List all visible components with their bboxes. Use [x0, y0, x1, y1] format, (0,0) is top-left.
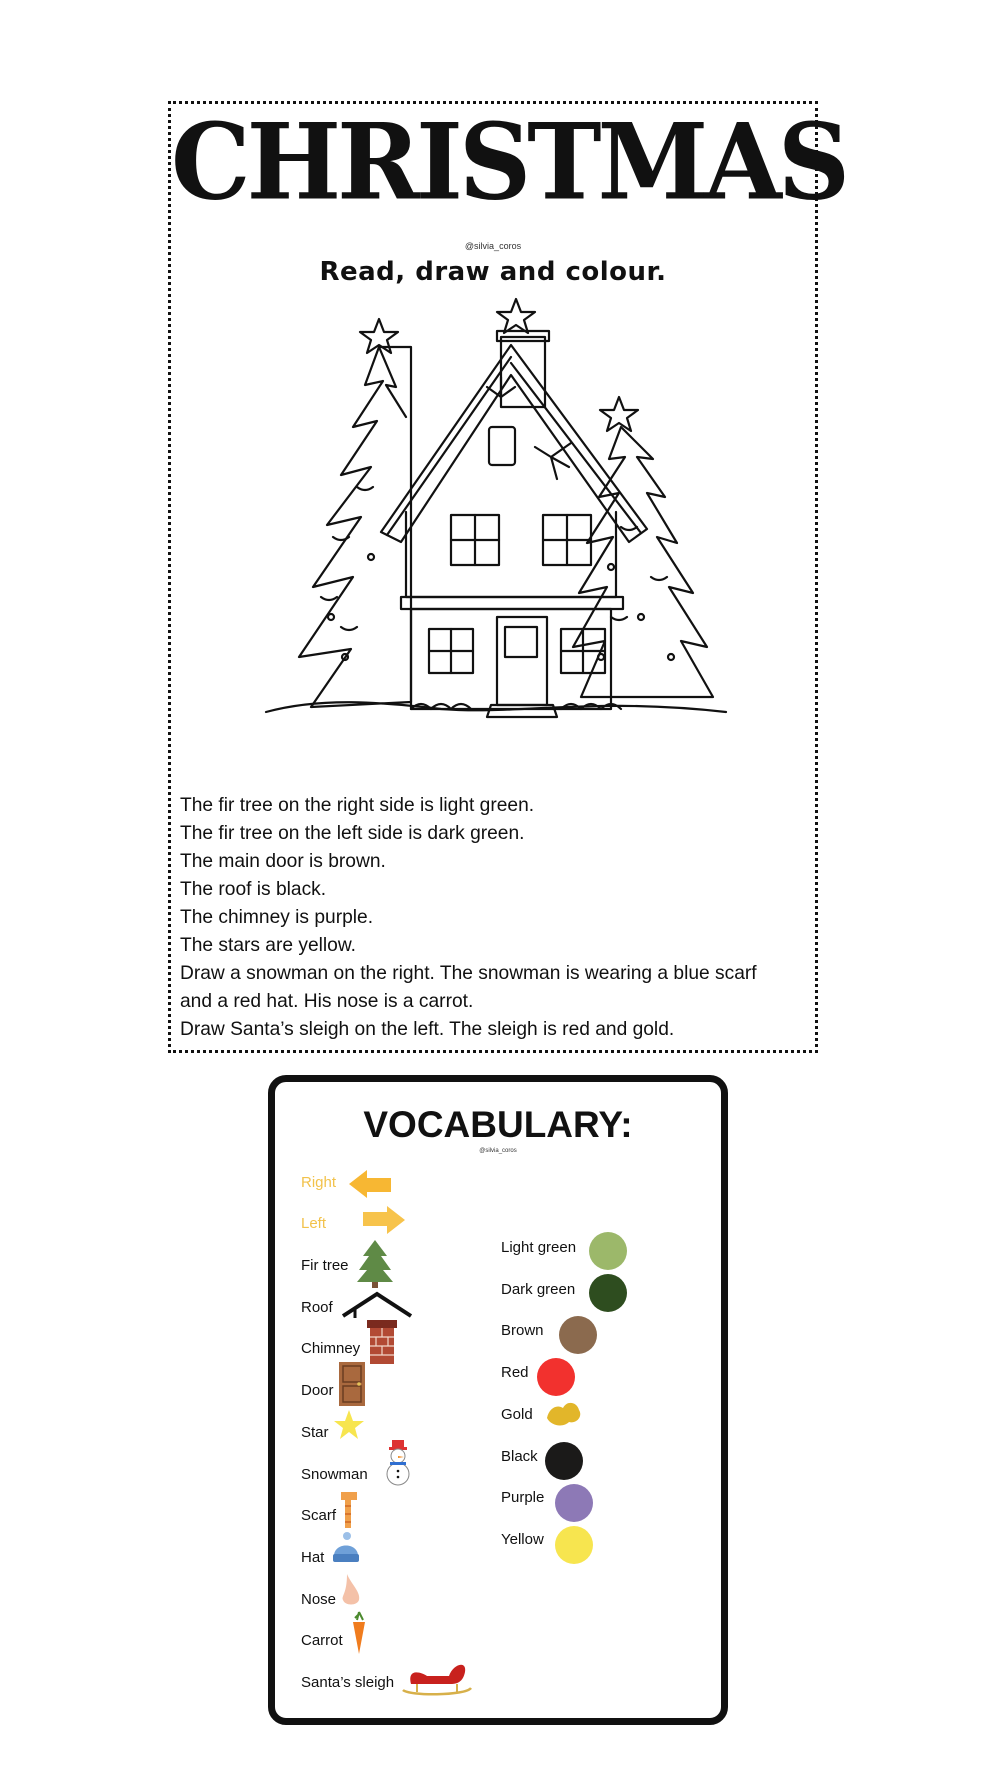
- instruction-line: The chimney is purple.: [180, 907, 374, 928]
- vocab-word-left: Left: [301, 1215, 327, 1232]
- colour-label-light-green: Light green: [501, 1239, 577, 1256]
- nose-icon: [339, 1572, 363, 1608]
- instruction-line: Draw Santa’s sleigh on the left. The sleigh is red and gold.: [180, 1019, 675, 1040]
- instruction-line: The stars are yellow.: [180, 935, 356, 956]
- vocab-word-santas-sleigh: Santa’s sleigh: [301, 1674, 395, 1691]
- worksheet-subtitle: Read, draw and colour.: [319, 257, 667, 287]
- vocab-word-scarf: Scarf: [301, 1507, 337, 1524]
- light-green-swatch: [589, 1232, 627, 1270]
- dark-green-swatch: [589, 1274, 627, 1312]
- sleigh-icon: [401, 1654, 473, 1698]
- brown-swatch: [559, 1316, 597, 1354]
- colour-label-brown: Brown: [501, 1322, 544, 1339]
- vocab-word-snowman: Snowman: [301, 1466, 368, 1483]
- instruction-line: and a red hat. His nose is a carrot.: [180, 991, 474, 1012]
- worksheet-title: CHRISTMAS: [171, 100, 847, 224]
- star-icon: [333, 1409, 365, 1441]
- colour-label-black: Black: [501, 1448, 538, 1465]
- vocab-word-nose: Nose: [301, 1591, 337, 1608]
- chimney-drawing: [501, 337, 545, 407]
- vocab-word-star: Star: [301, 1424, 329, 1441]
- gold-swatch: [543, 1398, 583, 1430]
- author-credit: @silvia_coros: [464, 241, 522, 251]
- door-icon: [339, 1362, 365, 1406]
- vocab-word-carrot: Carrot: [301, 1632, 343, 1649]
- colour-label-yellow: Yellow: [501, 1531, 544, 1548]
- vocabulary-title: VOCABULARY:: [363, 1104, 633, 1145]
- red-swatch: [537, 1358, 575, 1396]
- carrot-icon: [349, 1610, 369, 1656]
- instruction-line: The fir tree on the right side is light green.: [180, 795, 535, 816]
- instruction-line: The roof is black.: [180, 879, 327, 900]
- worksheet: [168, 100, 847, 1053]
- right-fir-tree-drawing: [573, 427, 713, 697]
- colour-label-red: Red: [501, 1364, 529, 1381]
- purple-swatch: [555, 1484, 593, 1522]
- arrow-left-icon: [347, 1170, 407, 1240]
- left-fir-tree-drawing: [299, 347, 411, 707]
- house-with-trees-illustration: [261, 297, 731, 727]
- vocab-word-roof: Roof: [301, 1299, 333, 1316]
- yellow-swatch: [555, 1526, 593, 1564]
- instruction-line: Draw a snowman on the right. The snowman is wearing a blue scarf: [180, 963, 757, 984]
- fir-tree-icon: [355, 1240, 395, 1288]
- vocabulary-card: [268, 1075, 728, 1725]
- hat-icon: [331, 1532, 361, 1564]
- scarf-icon: [339, 1490, 359, 1530]
- vocabulary-credit: @silvia_coros: [479, 1148, 517, 1154]
- instruction-line: The fir tree on the left side is dark green.: [180, 823, 525, 844]
- vocab-word-door: Door: [301, 1382, 334, 1399]
- snowman-icon: [383, 1440, 413, 1486]
- chimney-star-drawing: [497, 299, 535, 333]
- right-tree-star-drawing: [600, 397, 638, 431]
- colour-label-purple: Purple: [501, 1489, 545, 1506]
- instruction-line: The main door is brown.: [180, 851, 386, 872]
- roof-icon: [341, 1290, 413, 1320]
- vocab-word-fir-tree: Fir tree: [301, 1257, 349, 1274]
- colour-label-gold: Gold: [501, 1406, 533, 1423]
- vocab-word-right: Right: [301, 1174, 337, 1191]
- colour-label-dark-green: Dark green: [501, 1281, 576, 1298]
- chimney-icon: [367, 1320, 397, 1364]
- vocab-word-chimney: Chimney: [301, 1340, 361, 1357]
- black-swatch: [545, 1442, 583, 1480]
- instruction-list: [180, 792, 820, 1044]
- vocab-word-hat: Hat: [301, 1549, 325, 1566]
